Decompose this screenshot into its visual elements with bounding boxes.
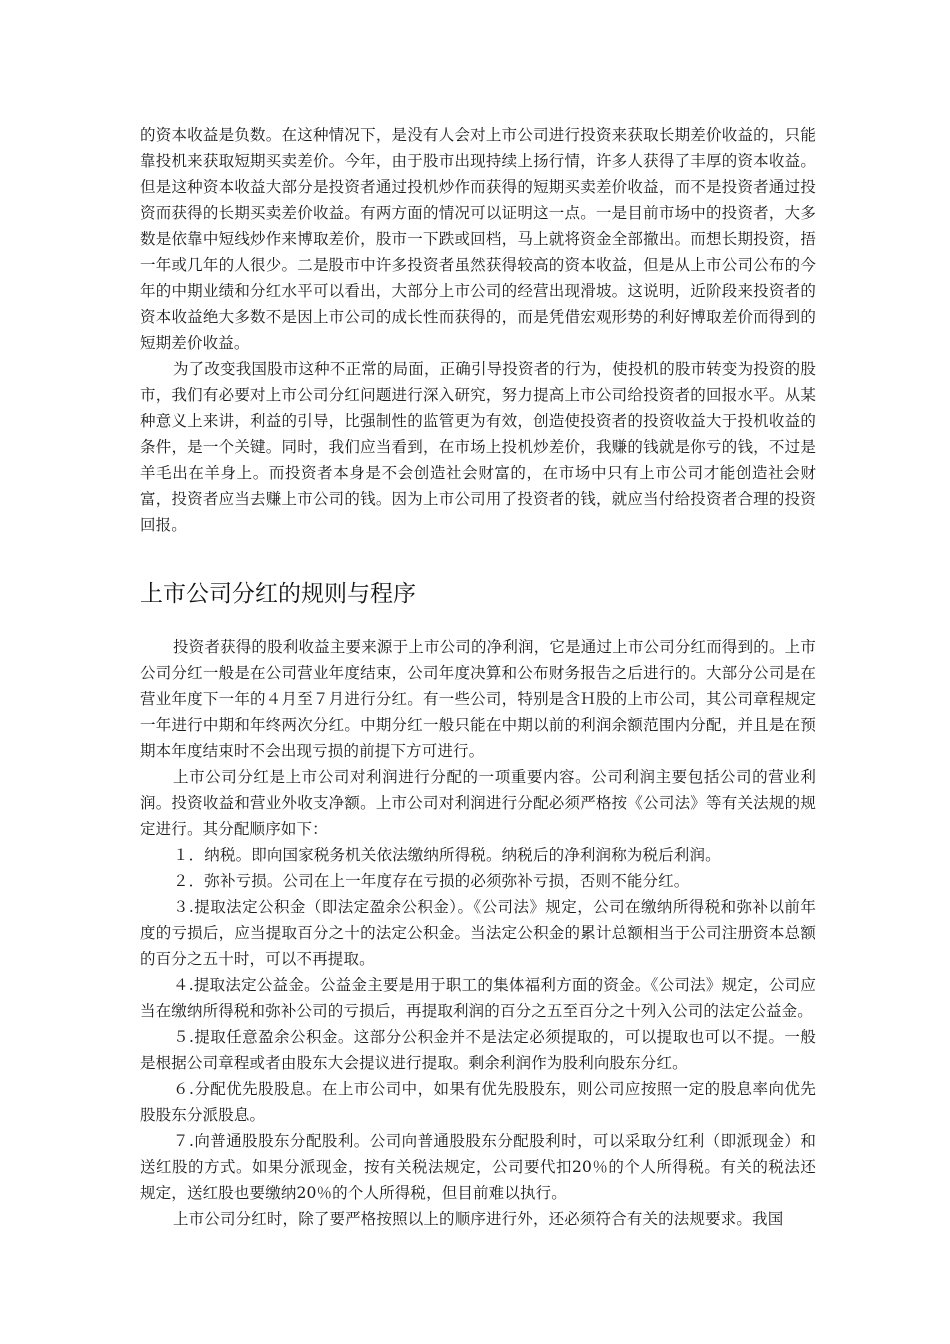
list-item-tax: １．纳税。即向国家税务机关依法缴纳所得税。纳税后的净利润称为税后利润。 <box>173 846 721 864</box>
paragraph-capital-gains: 的资本收益是负数。在这种情况下，是没有人会对上市公司进行投资来获取长期差价收益的，只能靠投机来获取短期买卖差价。今年，由于股市出现持续上扬行情，许多人获得了丰厚的资本收益。但是这种资本收益大部分是投资者通过投机炒作而获得的短期买卖差价收益，而不是投资者通过投资而获得的长期买卖差价收益。有两方面的情况可以证明这一点。一是目前市场中的投资者，大多数是依靠中短线炒作来博取差价，股市一下跌或回档，马上就将资金全部撤出。而想长期投资，捂一年或几年的人很少。二是股市中许多投资者虽然获得较高的资本收益，但是从上市公司公布的今年的中期业绩和分红水平可以看出，大部分上市公司的经营出现滑坡。这说明，近阶段来投资者的资本收益绝大多数不是因上市公司的成长性而获得的，而是凭借宏观形势的利好博取差价而得到的短期差价收益。 <box>140 126 816 352</box>
list-item-welfare-fund: ４.提取法定公益金。公益金主要是用于职工的集体福利方面的资金。《公司法》规定，公司应当在缴纳所得税和弥补公司的亏损后，再提取利润的百分之五至百分之十列入公司的法定公益金。 <box>140 976 816 1020</box>
paragraph-dividend-source: 投资者获得的股利收益主要来源于上市公司的净利润，它是通过上市公司分红而得到的。上市公司分红一般是在公司营业年度结束，公司年度决算和公布财务报告之后进行的。大部分公司是在营业年度下一年的４月至７月进行分红。有一些公司，特别是含Ｈ股的上市公司，其公司章程规定一年进行中期和年终两次分红。中期分红一般只能在中期以前的利润余额范围内分配，并且是在预期本年度结束时不会出现亏损的前提下方可进行。 <box>140 638 816 760</box>
list-item-preferred-dividend: ６.分配优先股股息。在上市公司中，如果有优先股股东，则公司应按照一定的股息率向优先股股东分派股息。 <box>140 1080 816 1124</box>
paragraph-investment-return: 为了改变我国股市这种不正常的局面，正确引导投资者的行为，使投机的股市转变为投资的股市，我们有必要对上市公司分红问题进行深入研究，努力提高上市公司给投资者的回报水平。从某种意义上来讲，利益的引导，比强制性的监管更为有效，创造使投资者的投资收益大于投机收益的条件，是一个关键。同时，我们应当看到，在市场上投机炒差价，我赚的钱就是你亏的钱，不过是羊毛出在羊身上。而投资者本身是不会创造社会财富的，在市场中只有上市公司才能创造社会财富，投资者应当去赚上市公司的钱。因为上市公司用了投资者的钱，就应当付给投资者合理的投资回报。 <box>140 360 816 534</box>
list-item-discretionary-reserve: ５.提取任意盈余公积金。这部分公积金并不是法定必须提取的，可以提取也可以不提。一般是根据公司章程或者由股东大会提议进行提取。剩余利润作为股利向股东分红。 <box>140 1028 816 1072</box>
document-page <box>140 122 816 1232</box>
list-item-statutory-reserve: ３.提取法定公积金（即法定盈余公积金）。《公司法》规定，公司在缴纳所得税和弥补以前年度的亏损后，应当提取百分之十的法定公积金。当法定公积金的累计总额相当于公司注册资本总额的百分之五十时，可以不再提取。 <box>140 898 816 968</box>
paragraph-regulations: 上市公司分红时，除了要严格按照以上的顺序进行外，还必须符合有关的法规要求。我国 <box>173 1210 784 1228</box>
list-item-loss-recovery: ２．弥补亏损。公司在上一年度存在亏损的必须弥补亏损，否则不能分红。 <box>173 872 690 890</box>
paragraph-profit-distribution: 上市公司分红是上市公司对利润进行分配的一项重要内容。公司利润主要包括公司的营业利润。投资收益和营业外收支净额。上市公司对利润进行分配必须严格按《公司法》等有关法规的规定进行。其分配顺序如下： <box>140 768 816 838</box>
list-item-common-dividend: ７.向普通股股东分配股利。公司向普通股股东分配股利时，可以采取分红利（即派现金）和送红股的方式。如果分派现金，按有关税法规定，公司要代扣20％的个人所得税。有关的税法还规定，送红股也要缴纳20％的个人所得税，但目前难以执行。 <box>140 1132 816 1202</box>
section-heading: 上市公司分红的规则与程序 <box>140 581 416 607</box>
